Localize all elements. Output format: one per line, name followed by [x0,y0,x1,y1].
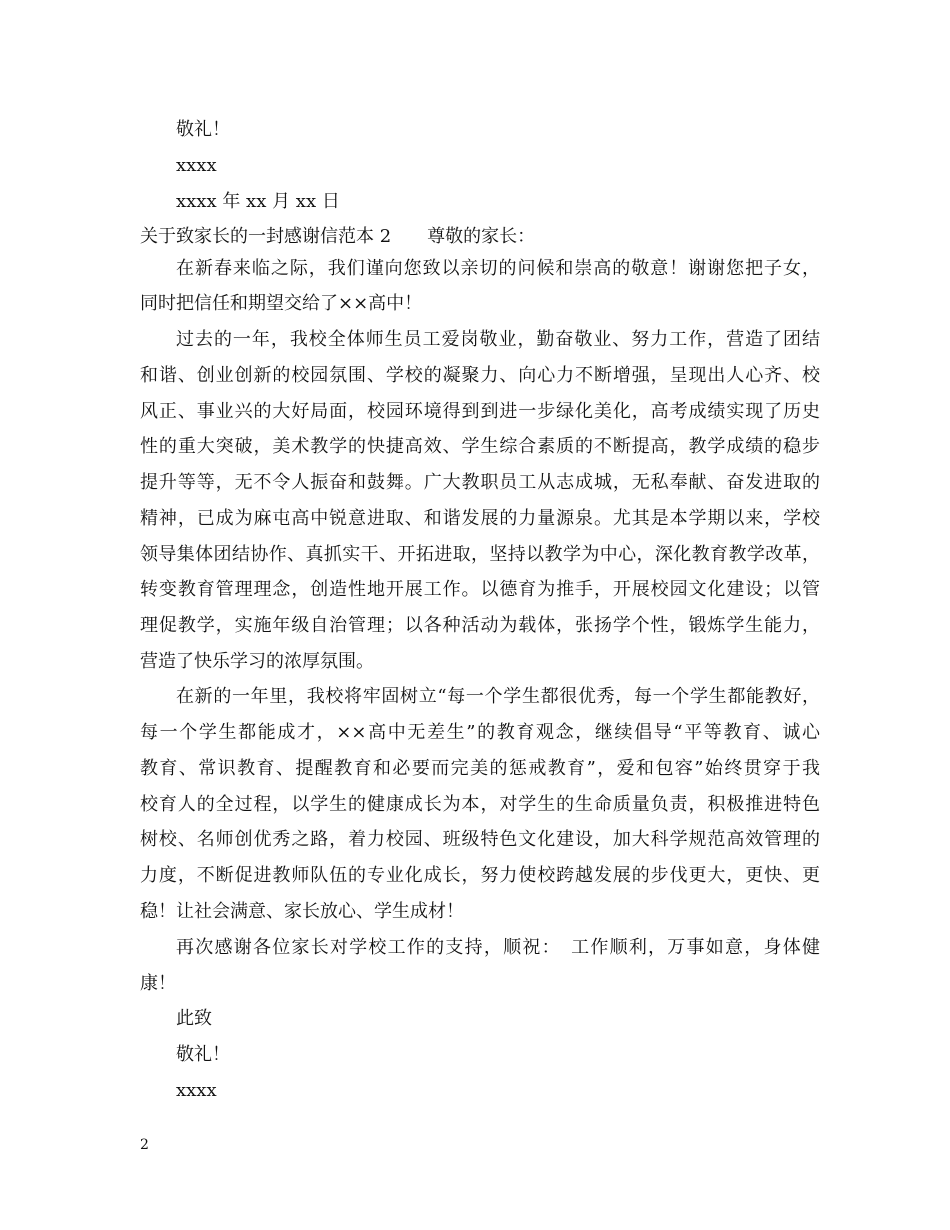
paragraph-line: 教育、常识教育、提醒教育和必要而完美的惩戒教育”，爱和包容”始终贯穿于我 [140,758,820,779]
paragraph-line: 稳！让社会满意、家长放心、学生成材！ [140,901,464,922]
signature: xxxx [176,1080,217,1101]
paragraph-line: 风正、事业兴的大好局面，校园环境得到到进一步绿化美化，高考成绩实现了历史 [140,401,820,422]
paragraph-line: 和谐、创业创新的校园氛围、学校的凝聚力、向心力不断增强，呈现出人心齐、校 [140,365,820,386]
signature-top: xxxx [176,155,217,176]
paragraph-line: 树校、名师创优秀之路，着力校园、班级特色文化建设，加大科学规范高效管理的 [140,829,820,850]
paragraph-line: 转变教育管理理念，创造性地开展工作。以德育为推手，开展校园文化建设；以管 [140,579,820,600]
paragraph-line: 过去的一年，我校全体师生员工爱岗敬业，勤奋敬业、努力工作，营造了团结 [176,329,820,350]
paragraph-line: 在新春来临之际，我们谨向您致以亲切的问候和崇高的敬意！谢谢您把子女， [176,258,820,279]
paragraph-line: 康！ [140,973,176,994]
paragraph-line: 同时把信任和期望交给了××高中！ [140,293,423,314]
closing-phrase: 此致 [176,1008,212,1029]
paragraph-line: 精神，已成为麻屯高中锐意进取、和谐发展的力量源泉。尤其是本学期以来，学校 [140,508,820,529]
paragraph-line: 性的重大突破，美术教学的快捷高效、学生综合素质的不断提高，教学成绩的稳步 [140,436,820,457]
paragraph-line: 领导集体团结协作、真抓实干、开拓进取，坚持以教学为中心，深化教育教学改革， [140,544,820,565]
paragraph-line: 提升等等，无不令人振奋和鼓舞。广大教职员工从志成城，无私奉献、奋发进取的 [140,472,820,493]
paragraph-line: 在新的一年里，我校将牢固树立“每一个学生都很优秀，每一个学生都能教好， [176,686,820,707]
page-number: 2 [140,1137,149,1153]
closing-salute: 敬礼！ [176,1044,230,1065]
date-line: xxxx 年 xx 月 xx 日 [176,191,340,212]
closing-salute-top: 敬礼！ [176,119,230,140]
paragraph-line: 每一个学生都能成才，××高中无差生”的教育观念，继续倡导“平等教育、诚心 [140,722,820,743]
letter-heading: 关于致家长的一封感谢信范本 2 尊敬的家长： [140,226,536,247]
paragraph-line: 理促教学，实施年级自治管理；以各种活动为载体，张扬学个性，锻炼学生能力， [140,615,820,636]
paragraph-line: 营造了快乐学习的浓厚氛围。 [140,651,374,672]
paragraph-line: 力度，不断促进教师队伍的专业化成长，努力使校跨越发展的步伐更大，更快、更 [140,865,820,886]
paragraph-line: 再次感谢各位家长对学校工作的支持，顺祝： 工作顺利，万事如意，身体健 [176,937,820,958]
paragraph-line: 校育人的全过程，以学生的健康成长为本，对学生的生命质量负责，积极推进特色 [140,794,820,815]
